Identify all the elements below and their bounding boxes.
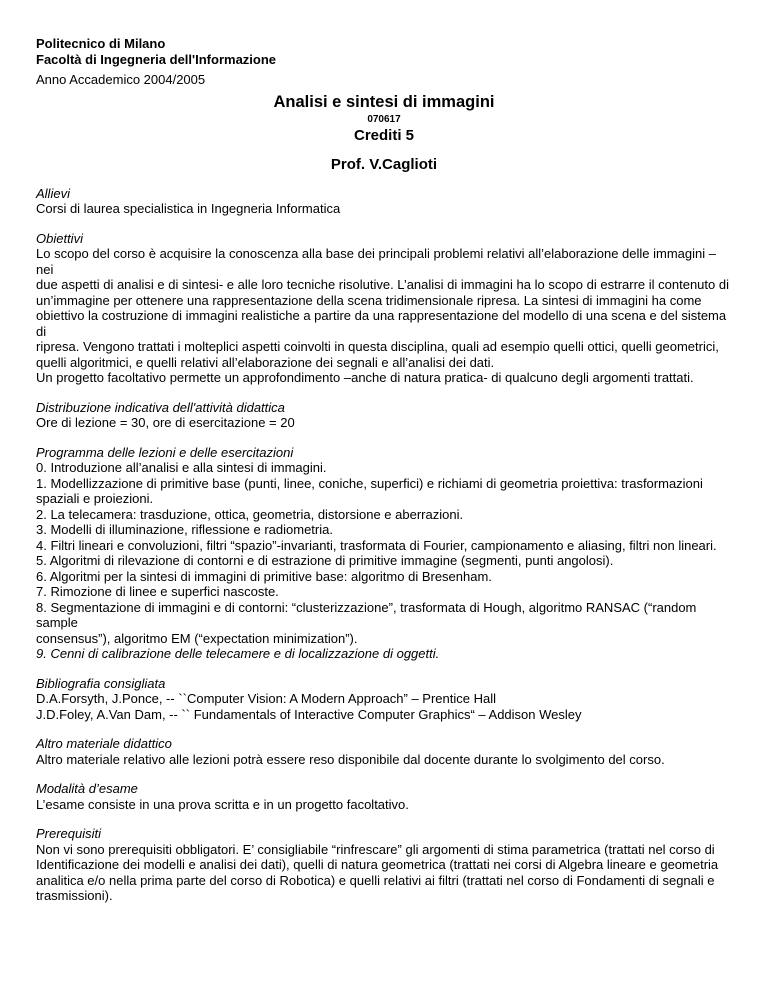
text-line: due aspetti di analisi e di sintesi- e alle loro tecniche risolutive. L’analisi di immagini ha lo scopo di estrarre il contenuto di: [36, 277, 729, 292]
program-item: 7. Rimozione di linee e superfici nascoste.: [36, 584, 279, 599]
section-heading: Allievi: [36, 185, 70, 201]
text-line: analitica e/o nella prima parte del corso di Robotica) e quelli relativi ai filtri (trattati nel corso di Fondamenti di segnali e: [36, 872, 715, 888]
section-bibliografia: [36, 676, 732, 723]
program-item: 1. Modellizzazione di primitive base (punti, linee, coniche, superfici) e richiami di geometria proiettiva: trasformazioni: [36, 475, 703, 491]
section-programma: [36, 445, 732, 662]
bibliography-entry: J.D.Foley, A.Van Dam, -- `` Fundamentals of Interactive Computer Graphics“ – Addison Wesley: [36, 706, 582, 722]
bibliography-entry: D.A.Forsyth, J.Ponce, -- ``Computer Vision: A Modern Approach” – Prentice Hall: [36, 691, 497, 706]
section-prerequisiti: [36, 826, 732, 904]
header-block: [36, 36, 732, 88]
text-line: un’immagine per ottenere una rappresentazione della scena tridimensionale ripresa. La sintesi di immagini ha come: [36, 292, 702, 308]
section-heading: Obiettivi: [36, 230, 83, 246]
text-line: obiettivo la costruzione di immagini realistiche a partire da una rappresentazione del modello di una scena e del sistema di: [36, 308, 727, 339]
program-item-italic: 9. Cenni di calibrazione delle telecamere e di localizzazione di oggetti.: [36, 646, 440, 661]
section-heading: Altro materiale didattico: [36, 736, 172, 751]
section-heading: Distribuzione indicativa dell'attività didattica: [36, 399, 285, 415]
section-heading: Prerequisiti: [36, 826, 102, 841]
section-allievi: [36, 186, 732, 217]
text-line: trasmissioni).: [36, 888, 113, 903]
faculty-name: Facoltà di Ingegneria dell'Informazione: [36, 51, 277, 67]
text-line: ripresa. Vengono trattati i molteplici aspetti coinvolti in questa disciplina, quali ad esempio quelli ottici, quelli geometrici,: [36, 339, 719, 354]
program-item: spaziali e proiezioni.: [36, 491, 154, 506]
academic-year: Anno Accademico 2004/2005: [36, 72, 206, 87]
text-line: Lo scopo del corso è acquisire la conoscenza alla base dei principali problemi relativi all’elaborazione delle immagini –nei: [36, 246, 716, 277]
course-professor: Prof. V.Caglioti: [330, 155, 438, 173]
section-obiettivi: [36, 231, 732, 386]
program-item: 8. Segmentazione di immagini e di contorni: “clusterizzazione”, trasformata di Hough, algoritmo RANSAC (“random sample: [36, 599, 697, 630]
program-item: 6. Algoritmi per la sintesi di immagini di primitive base: algoritmo di Bresenham.: [36, 568, 492, 584]
institution-name: Politecnico di Milano: [36, 36, 166, 51]
program-item: 2. La telecamera: trasduzione, ottica, geometria, distorsione e aberrazioni.: [36, 506, 464, 522]
course-title-block: [36, 92, 732, 174]
program-item: consensus”), algoritmo EM (“expectation minimization”).: [36, 630, 358, 646]
text-line: Identificazione dei modelli e analisi dei dati), quelli di natura geometrica (trattati nei corsi di Algebra lineare e geometria: [36, 857, 719, 872]
section-modalita-esame: [36, 781, 732, 812]
program-item: 0. Introduzione all’analisi e alla sintesi di immagini.: [36, 460, 327, 475]
course-credits: Crediti 5: [353, 126, 414, 144]
text-line: Non vi sono prerequisiti obbligatori. E’ consigliabile “rinfrescare” gli argomenti di stima parametrica (trattati nel corso di: [36, 841, 715, 857]
program-item: 4. Filtri lineari e convoluzioni, filtri “spazio”-invarianti, trasformata di Fourier, campionamento e aliasing, filtri non lineari.: [36, 537, 717, 553]
section-heading: Programma delle lezioni e delle esercitazioni: [36, 444, 294, 460]
course-code: 070617: [367, 113, 401, 125]
course-title: Analisi e sintesi di immagini: [273, 92, 495, 111]
section-altro-materiale: [36, 736, 732, 767]
section-text: Altro materiale relativo alle lezioni potrà essere reso disponibile dal docente durante lo svolgimento del corso.: [36, 751, 665, 767]
program-item: 5. Algoritmi di rilevazione di contorni e di estrazione di primitive immagine (segmenti, punti angolosi).: [36, 553, 614, 568]
section-text: Ore di lezione = 30, ore di esercitazione = 20: [36, 415, 295, 430]
program-item: 3. Modelli di illuminazione, riflessione e radiometria.: [36, 522, 333, 537]
section-distribuzione: [36, 400, 732, 431]
section-heading: Bibliografia consigliata: [36, 675, 166, 691]
section-text: Corsi di laurea specialistica in Ingegneria Informatica: [36, 201, 341, 216]
section-text: L’esame consiste in una prova scritta e in un progetto facoltativo.: [36, 796, 409, 812]
text-line: Un progetto facoltativo permette un approfondimento –anche di natura pratica- di qualcuno degli argomenti trattati.: [36, 370, 694, 385]
section-heading: Modalità d’esame: [36, 781, 138, 796]
text-line: quelli algoritmici, e quelli relativi all’elaborazione dei segnali e all’analisi dei dati.: [36, 354, 495, 370]
